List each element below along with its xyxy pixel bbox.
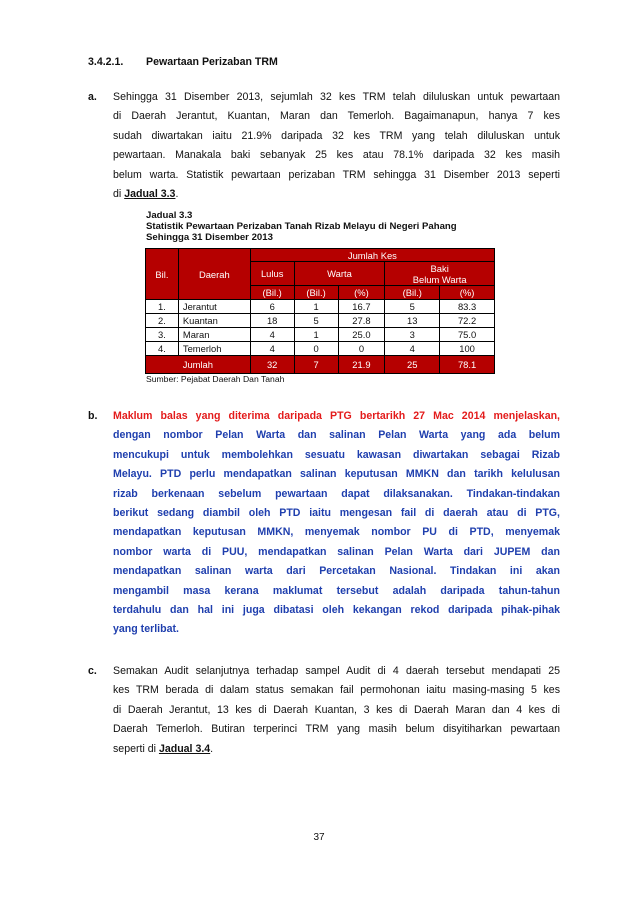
cell-warta-bil: 1 <box>294 300 338 314</box>
paragraph-b-line: mendapatkan salinan warta dari Percetakan Nasional. Tindakan ini akan <box>113 565 560 578</box>
paragraph-b-line: nombor warta di PUU, mendapatkan salinan Pelan Warta dari JUPEM dan <box>113 545 560 558</box>
cell-bil: 3. <box>146 328 179 342</box>
total-baki-pct: 78.1 <box>440 356 495 374</box>
paragraph-a-last-suffix: . <box>175 188 179 201</box>
paragraph-c-text <box>113 662 560 759</box>
cell-daerah: Kuantan <box>178 314 250 328</box>
paragraph-c-line: di Daerah Jerantut, 13 kes di Daerah Kuantan, 3 kes di Daerah Maran dan 4 kes di <box>113 703 560 716</box>
cell-baki-pct: 72.2 <box>440 314 495 328</box>
cell-baki-bil: 4 <box>385 342 440 356</box>
table-row <box>146 342 495 356</box>
cell-warta-bil: 1 <box>294 328 338 342</box>
cell-lulus: 4 <box>250 342 294 356</box>
section-heading <box>88 56 278 68</box>
paragraph-c <box>88 662 588 762</box>
paragraph-b-text <box>113 407 560 640</box>
section-number: 3.4.2.1. <box>88 56 124 68</box>
paragraph-b-line: Maklum balas yang diterima daripada PTG bertarikh 27 Mac 2014 menjelaskan, <box>113 410 560 422</box>
paragraph-c-last-suffix: . <box>210 742 214 755</box>
paragraph-c-last-prefix: seperti di <box>113 742 159 755</box>
cell-warta-pct: 0 <box>338 342 385 356</box>
table-header-row <box>146 249 495 262</box>
paragraph-c-label: c. <box>88 665 97 677</box>
cell-lulus: 4 <box>250 328 294 342</box>
cell-baki-bil: 5 <box>385 300 440 314</box>
header-baki <box>385 262 495 286</box>
paragraph-a-text <box>113 88 560 204</box>
table-subtitle: Sehingga 31 Disember 2013 <box>146 232 273 244</box>
paragraph-b-line: yang terlibat. <box>113 623 179 636</box>
header-baki-line1: Baki <box>430 262 449 274</box>
paragraph-c-line <box>113 740 560 759</box>
paragraph-a-line: sudah diwartakan iaitu 21.9% daripada 32 kes TRM yang telah diluluskan untuk <box>113 129 560 142</box>
total-baki-bil: 25 <box>385 356 440 374</box>
table-row <box>146 300 495 314</box>
cell-daerah: Temerloh <box>178 342 250 356</box>
paragraph-a <box>88 88 588 208</box>
unit-baki-bil: (Bil.) <box>385 286 440 300</box>
statistics-table <box>145 248 495 374</box>
paragraph-b-line: rizab berkenaan sebelum pewartaan dapat dilaksanakan. Tindakan-tindakan <box>113 487 560 500</box>
header-jumlah-kes: Jumlah Kes <box>250 249 494 262</box>
cell-warta-pct: 27.8 <box>338 314 385 328</box>
table-row <box>146 314 495 328</box>
cell-warta-pct: 16.7 <box>338 300 385 314</box>
paragraph-b <box>88 407 588 637</box>
paragraph-a-line <box>113 185 560 204</box>
paragraph-b-line: berikut sedang diambil oleh PTD iaitu mengesan fail di daerah atau di PTG, <box>113 507 560 520</box>
paragraph-b-line: mendapatkan keputusan MMKN, menyemak nombor PU di PTD, menyemak <box>113 526 560 539</box>
cell-warta-pct: 25.0 <box>338 328 385 342</box>
header-bil: Bil. <box>146 249 179 300</box>
table-title: Statistik Pewartaan Perizaban Tanah Rizab Melayu di Negeri Pahang <box>146 221 457 233</box>
table-reference-link[interactable]: Jadual 3.4 <box>158 742 211 755</box>
cell-warta-bil: 5 <box>294 314 338 328</box>
cell-baki-bil: 13 <box>385 314 440 328</box>
unit-lulus-bil: (Bil.) <box>250 286 294 300</box>
header-lulus: Lulus <box>250 262 294 286</box>
cell-baki-pct: 100 <box>440 342 495 356</box>
table-caption <box>146 210 457 244</box>
table-source: Sumber: Pejabat Daerah Dan Tanah <box>146 374 285 384</box>
cell-baki-bil: 3 <box>385 328 440 342</box>
paragraph-a-label: a. <box>88 91 97 103</box>
paragraph-c-line: Daerah Temerloh. Butiran terperinci TRM yang masih belum disyitiharkan pewartaan <box>113 723 560 736</box>
total-warta-bil: 7 <box>294 356 338 374</box>
unit-warta-pct: (%) <box>338 286 385 300</box>
header-baki-line2: Belum Warta <box>412 273 467 285</box>
cell-lulus: 18 <box>250 314 294 328</box>
table-row <box>146 328 495 342</box>
paragraph-a-last-prefix: di <box>113 188 125 201</box>
paragraph-a-line: Sehingga 31 Disember 2013, sejumlah 32 kes TRM telah diluluskan untuk pewartaan <box>113 91 560 103</box>
paragraph-b-line: Melayu. PTD perlu mendapatkan salinan keputusan MMKN dan tarikh kelulusan <box>113 468 560 481</box>
unit-baki-pct: (%) <box>440 286 495 300</box>
total-warta-pct: 21.9 <box>338 356 385 374</box>
paragraph-a-line: pewartaan. Manakala baki sebanyak 25 kes atau 78.1% daripada 32 kes masih <box>113 149 560 162</box>
section-title: Pewartaan Perizaban TRM <box>146 56 278 68</box>
paragraph-b-line: mencukupi untuk membolehkan sesuatu kawasan diwartakan sebagai Rizab <box>113 448 560 461</box>
paragraph-b-line: mengambil masa kerana maklumat tersebut adalah daripada tahun-tahun <box>113 584 560 597</box>
paragraph-b-line: terdahulu dan hal ini juga dibatasi oleh kekangan rekod daripada pihak-pihak <box>113 604 560 617</box>
paragraph-c-line: Semakan Audit selanjutnya terhadap sampel Audit di 4 daerah tersebut mendapati 25 <box>113 665 560 677</box>
paragraph-a-line: di Daerah Jerantut, Kuantan, Maran dan Temerloh. Bagaimanapun, hanya 7 kes <box>113 110 560 123</box>
cell-lulus: 6 <box>250 300 294 314</box>
cell-daerah: Maran <box>178 328 250 342</box>
cell-bil: 4. <box>146 342 179 356</box>
paragraph-b-label: b. <box>88 410 98 422</box>
paragraph-b-line: dengan nombor Pelan Warta dan salinan Pelan Warta yang ada belum <box>113 429 560 442</box>
total-label: Jumlah <box>146 356 251 374</box>
cell-baki-pct: 75.0 <box>440 328 495 342</box>
cell-bil: 1. <box>146 300 179 314</box>
cell-baki-pct: 83.3 <box>440 300 495 314</box>
header-daerah: Daerah <box>178 249 250 300</box>
unit-warta-bil: (Bil.) <box>294 286 338 300</box>
total-lulus: 32 <box>250 356 294 374</box>
table-number: Jadual 3.3 <box>146 210 193 221</box>
table-total-row <box>146 356 495 374</box>
cell-warta-bil: 0 <box>294 342 338 356</box>
paragraph-a-line: belum warta. Statistik pewartaan perizaban TRM sehingga 31 Disember 2013 seperti <box>113 168 560 181</box>
paragraph-c-line: kes TRM berada di dalam status semakan fail permohonan iaitu masing-masing 5 kes <box>113 684 560 697</box>
cell-bil: 2. <box>146 314 179 328</box>
cell-daerah: Jerantut <box>178 300 250 314</box>
table-reference-link[interactable]: Jadual 3.3 <box>124 188 176 201</box>
header-warta: Warta <box>294 262 385 286</box>
page-number: 37 <box>313 832 325 843</box>
